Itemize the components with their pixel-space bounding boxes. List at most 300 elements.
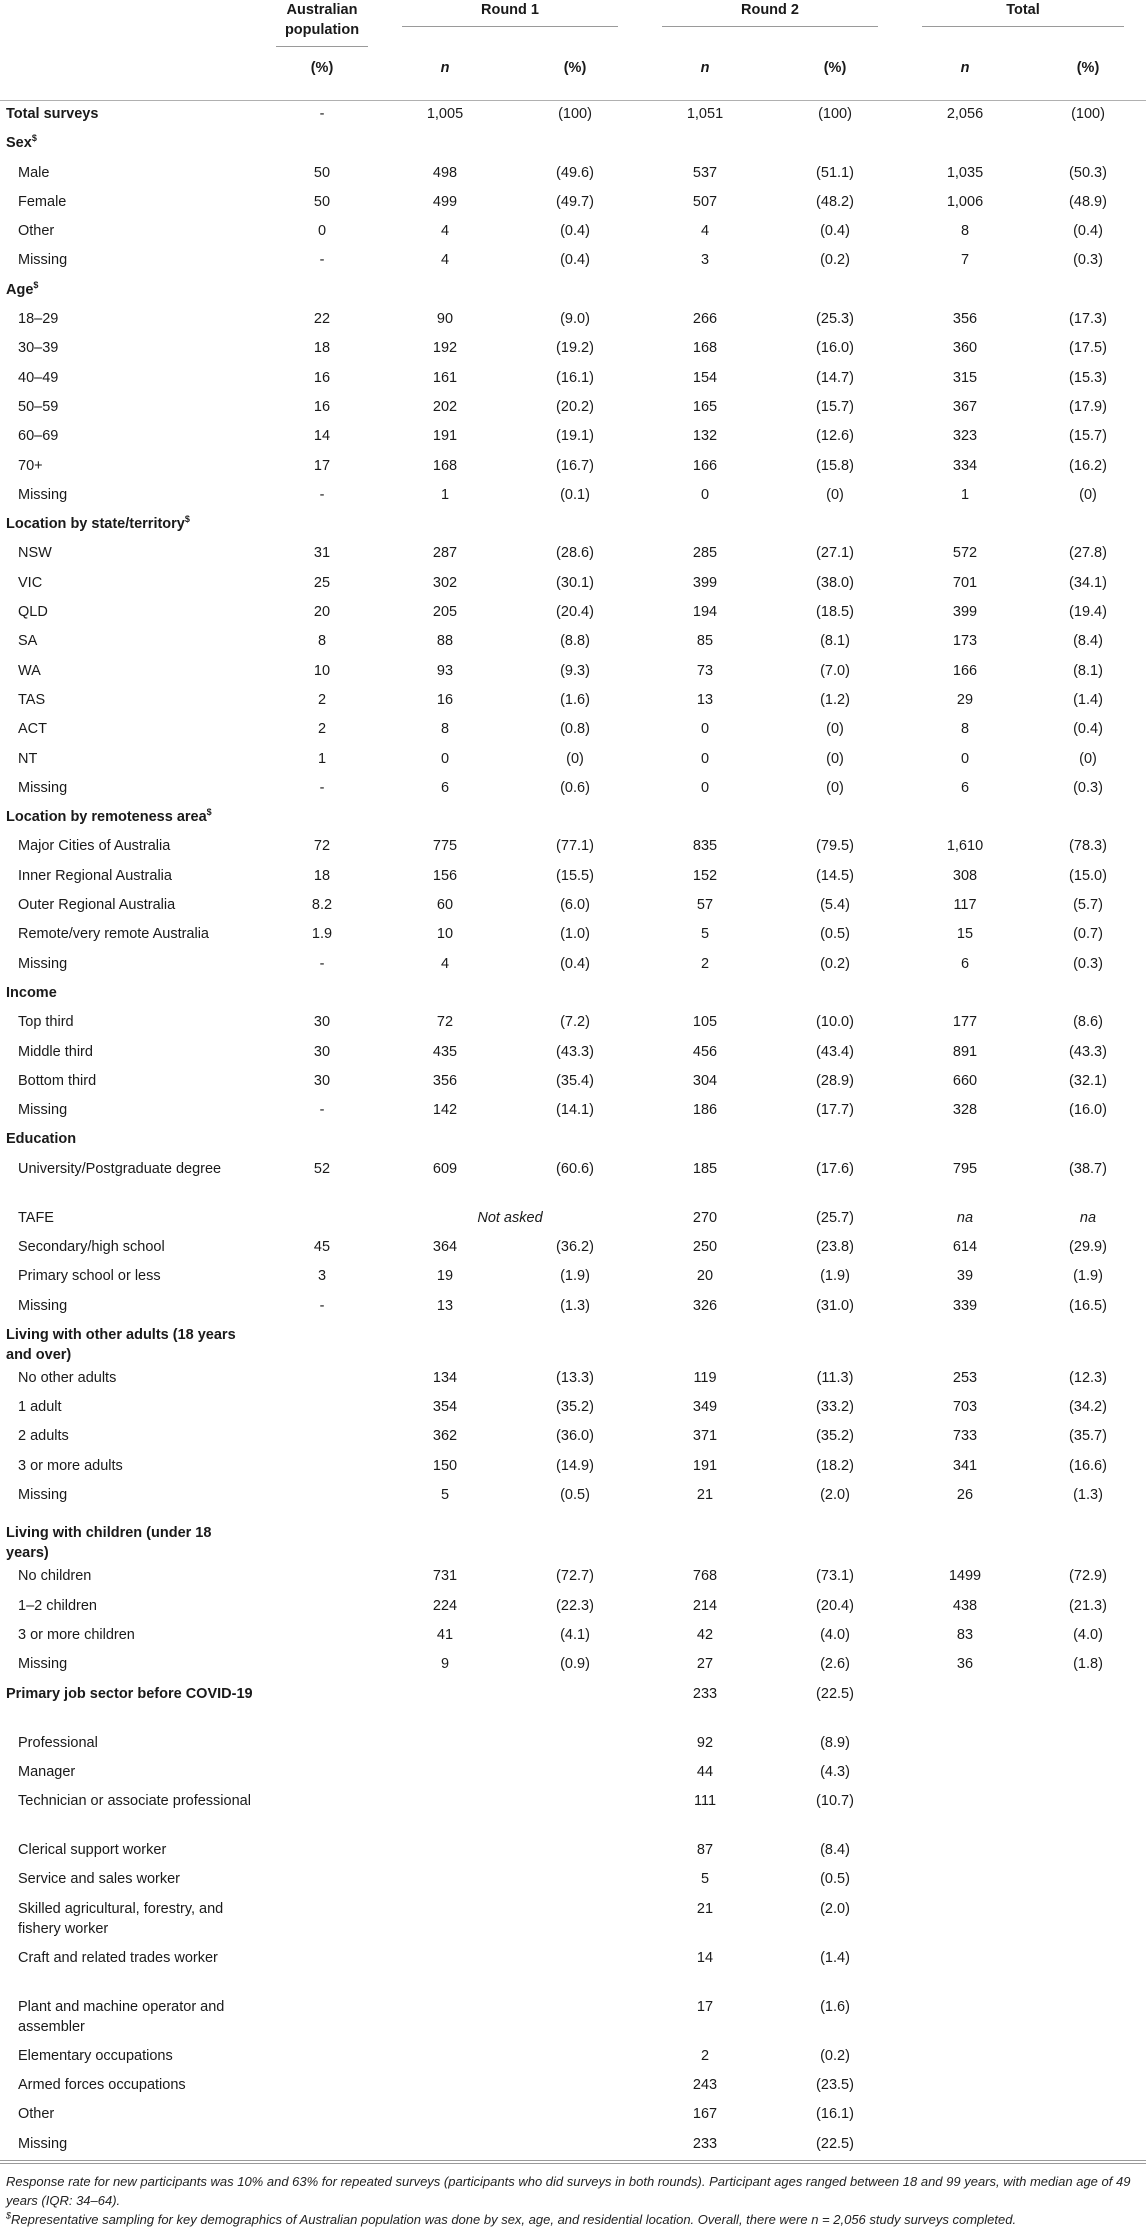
table-row <box>0 1945 1146 1994</box>
row-label <box>0 247 264 276</box>
cell-aus-pct: 0 <box>317 223 327 240</box>
cell-round1-n: 161 <box>432 369 458 386</box>
row-label <box>0 1651 264 1680</box>
cell-total-pct <box>1030 130 1146 159</box>
cell-round2-n: 92 <box>696 1734 714 1751</box>
table-row <box>0 658 1146 687</box>
table-row <box>0 628 1146 657</box>
cell-round2-pct: (0) <box>826 486 844 503</box>
footnote-sampling-text: Representative sampling for key demographics of Australian population was done by sex, age, and residential location. Overall, there were n = 2,056 study surveys completed. <box>11 2212 1017 2227</box>
cell-round2-n <box>640 277 770 306</box>
cell-total-pct: (17.9) <box>1069 398 1107 415</box>
col-round-2 <box>640 0 900 60</box>
cell-aus-pct: 22 <box>313 311 331 328</box>
table-row <box>0 160 1146 189</box>
row-label <box>0 980 264 1009</box>
row-label <box>0 2043 264 2072</box>
cell-round1-pct <box>510 2043 640 2072</box>
row-label-text: ACT <box>18 721 47 738</box>
cell-round1-pct: (8.8) <box>560 633 590 650</box>
cell-total-pct <box>1030 1945 1146 1994</box>
row-label-text: VIC <box>18 574 43 591</box>
row-label-text: Service and sales worker <box>18 1871 180 1888</box>
cell-aus-pct <box>264 1593 380 1622</box>
cell-round2-pct: (1.9) <box>820 1268 850 1285</box>
cell-round1-n: 354 <box>432 1399 458 1416</box>
cell-total-n <box>900 1896 1030 1945</box>
cell-round2-n: 42 <box>696 1626 714 1643</box>
cell-aus-pct: 18 <box>313 340 331 357</box>
section-header-row <box>0 1511 1146 1563</box>
row-label <box>0 1293 264 1322</box>
cell-total-n: 660 <box>952 1072 978 1089</box>
cell-aus-pct: - <box>319 779 325 796</box>
cell-round1-n <box>380 1945 510 1994</box>
cell-total-pct <box>1030 1788 1146 1837</box>
cell-aus-pct <box>264 1453 380 1482</box>
cell-round2-n <box>640 1322 770 1365</box>
cell-aus-pct: - <box>319 1297 325 1314</box>
cell-total-pct: (27.8) <box>1069 545 1107 562</box>
cell-round2-n: 185 <box>692 1160 718 1177</box>
cell-aus-pct <box>264 2131 380 2161</box>
row-label-text: Craft and related trades worker <box>18 1949 218 1966</box>
row-label-text: Missing <box>18 486 68 503</box>
cell-round2-n: 0 <box>700 486 710 503</box>
row-label-text: Primary job sector before COVID-19 <box>6 1685 253 1702</box>
cell-round1-pct <box>510 1994 640 2043</box>
cell-round1-pct: (0) <box>566 750 584 767</box>
cell-total-n <box>900 511 1030 540</box>
table-row <box>0 1394 1146 1423</box>
cell-round1-pct: (60.6) <box>556 1160 594 1177</box>
row-label-text: Bottom third <box>18 1072 97 1089</box>
cell-aus-pct <box>264 1205 380 1234</box>
cell-round1-n: 4 <box>440 252 450 269</box>
row-label-text: NSW <box>18 545 52 562</box>
row-label <box>0 277 264 306</box>
cell-total-n <box>900 1322 1030 1365</box>
cell-round2-n <box>640 130 770 159</box>
table-row <box>0 423 1146 452</box>
cell-round2-n: 132 <box>692 428 718 445</box>
cell-aus-pct: 31 <box>313 545 331 562</box>
row-label <box>0 101 264 131</box>
cell-aus-pct <box>264 1994 380 2043</box>
cell-total-n: 308 <box>952 867 978 884</box>
row-label <box>0 2101 264 2130</box>
cell-round2-pct: (0.2) <box>820 955 850 972</box>
row-label-text: SA <box>18 633 38 650</box>
section-header-row <box>0 1322 1146 1365</box>
cell-round2-n: 168 <box>692 340 718 357</box>
cell-round1-pct: (43.3) <box>556 1043 594 1060</box>
cell-total-n <box>900 1788 1030 1837</box>
row-label-text: Age <box>6 281 34 298</box>
row-label-text: 3 or more children <box>18 1626 135 1643</box>
cell-total-pct <box>1030 2101 1146 2130</box>
cell-total-n: na <box>956 1209 974 1226</box>
row-label-text: WA <box>18 662 41 679</box>
footnote-sampling <box>0 2210 1146 2229</box>
table-row <box>0 394 1146 423</box>
cell-total-n <box>900 130 1030 159</box>
subcol-r1-pct: (%) <box>510 60 640 101</box>
cell-round2-pct: (25.3) <box>816 311 854 328</box>
row-label-text: Missing <box>18 2135 68 2152</box>
cell-aus-pct <box>264 1423 380 1452</box>
row-label <box>0 1730 264 1759</box>
row-label-text: Remote/very remote Australia <box>18 926 209 943</box>
cell-round2-n: 87 <box>696 1842 714 1859</box>
cell-round2-pct <box>770 511 900 540</box>
cell-round1-n: 302 <box>432 574 458 591</box>
cell-round2-n <box>640 1126 770 1155</box>
cell-round1-n <box>380 1759 510 1788</box>
cell-round1-n: 93 <box>436 662 454 679</box>
cell-round1-pct: (15.5) <box>556 867 594 884</box>
col-round-1-label: Round 1 <box>402 0 618 27</box>
cell-round1-pct <box>510 2131 640 2161</box>
cell-total-n: 399 <box>952 604 978 621</box>
cell-aus-pct <box>264 1365 380 1394</box>
table-row <box>0 2101 1146 2130</box>
row-label <box>0 1593 264 1622</box>
cell-total-n: 83 <box>956 1626 974 1643</box>
cell-total-n: 6 <box>960 955 970 972</box>
cell-total-pct: (0.3) <box>1073 252 1103 269</box>
cell-total-n: 2,056 <box>946 106 984 122</box>
cell-round1-pct: (9.0) <box>560 311 590 328</box>
cell-round2-pct: (35.2) <box>816 1428 854 1445</box>
cell-total-n: 8 <box>960 721 970 738</box>
row-label <box>0 511 264 540</box>
cell-round1-n: 205 <box>432 604 458 621</box>
cell-total-pct: (72.9) <box>1069 1568 1107 1585</box>
row-label-text: Plant and machine operator and assembler <box>18 1998 225 2035</box>
cell-total-n <box>900 2101 1030 2130</box>
cell-round2-pct: (0.5) <box>820 926 850 943</box>
cell-total-pct: (29.9) <box>1069 1238 1107 1255</box>
cell-total-n: 701 <box>952 574 978 591</box>
row-label-text: Technician or associate professional <box>18 1793 251 1810</box>
cell-total-n <box>900 1511 1030 1563</box>
cell-aus-pct <box>264 1866 380 1895</box>
cell-total-n: 356 <box>952 311 978 328</box>
cell-round2-pct <box>770 130 900 159</box>
cell-total-n <box>900 1837 1030 1866</box>
cell-aus-pct <box>264 511 380 540</box>
table-row <box>0 1482 1146 1511</box>
row-label-text: 30–39 <box>18 340 59 357</box>
cell-round2-pct: (51.1) <box>816 164 854 181</box>
table-row <box>0 1068 1146 1097</box>
cell-round2-pct <box>770 980 900 1009</box>
cell-round1-pct: (0.1) <box>560 486 590 503</box>
cell-total-pct: (12.3) <box>1069 1369 1107 1386</box>
cell-total-pct: (0.3) <box>1073 955 1103 972</box>
cell-round1-pct: (1.0) <box>560 926 590 943</box>
cell-total-pct: (15.3) <box>1069 369 1107 386</box>
cell-round1-n <box>380 2131 510 2161</box>
cell-round1-pct: (7.2) <box>560 1014 590 1031</box>
cell-round2-n: 154 <box>692 369 718 386</box>
row-label-text: TAS <box>18 691 46 708</box>
cell-round1-n: 16 <box>436 691 454 708</box>
cell-aus-pct <box>264 1622 380 1651</box>
cell-round2-pct: (2.6) <box>820 1656 850 1673</box>
cell-not-asked: Not asked <box>477 1209 543 1226</box>
cell-round2-n: 73 <box>696 662 714 679</box>
row-label-text: Elementary occupations <box>18 2047 173 2064</box>
table-row <box>0 863 1146 892</box>
cell-round1-n: 134 <box>432 1369 458 1386</box>
cell-round1-pct: (72.7) <box>556 1568 594 1585</box>
cell-round2-pct: (8.4) <box>820 1842 850 1859</box>
cell-round1-pct <box>510 2101 640 2130</box>
cell-total-pct <box>1030 1866 1146 1895</box>
header-row-groups <box>0 0 1146 60</box>
row-label-text: Missing <box>18 1102 68 1119</box>
cell-round2-pct: (22.5) <box>816 1685 854 1702</box>
cell-round1-n: 4 <box>440 223 450 240</box>
cell-round2-n: 194 <box>692 604 718 621</box>
cell-round2-n: 4 <box>700 223 710 240</box>
row-label <box>0 687 264 716</box>
cell-total-n <box>900 2043 1030 2072</box>
cell-round2-pct: (4.0) <box>820 1626 850 1643</box>
cell-round1-pct: (0.5) <box>560 1487 590 1504</box>
cell-round2-n: 214 <box>692 1597 718 1614</box>
cell-round2-n: 0 <box>700 750 710 767</box>
row-label <box>0 365 264 394</box>
cell-round1-n <box>380 1896 510 1945</box>
cell-round2-pct: (7.0) <box>820 662 850 679</box>
cell-round2-n: 0 <box>700 779 710 796</box>
cell-round2-n: 21 <box>696 1900 714 1917</box>
table-row <box>0 1009 1146 1038</box>
cell-round1-n: 9 <box>440 1656 450 1673</box>
row-label-text: QLD <box>18 604 48 621</box>
cell-round1-pct: (49.7) <box>556 193 594 210</box>
cell-total-n <box>900 1866 1030 1895</box>
cell-round2-pct <box>770 1511 900 1563</box>
cell-total-n: 341 <box>952 1457 978 1474</box>
footnote-marker: $ <box>33 279 39 290</box>
row-label <box>0 130 264 159</box>
cell-aus-pct: 52 <box>313 1160 331 1177</box>
row-label-text: Outer Regional Australia <box>18 897 176 914</box>
cell-round1-n: 498 <box>432 164 458 181</box>
table-row <box>0 189 1146 218</box>
cell-round1-pct <box>510 1126 640 1155</box>
cell-total-n <box>900 980 1030 1009</box>
row-label <box>0 453 264 482</box>
cell-aus-pct <box>264 1837 380 1866</box>
cell-round2-pct: (0) <box>826 750 844 767</box>
cell-total-n: 26 <box>956 1487 974 1504</box>
cell-round2-pct: (17.7) <box>816 1102 854 1119</box>
cell-total-pct: (15.0) <box>1069 867 1107 884</box>
row-label-text: Major Cities of Australia <box>18 838 171 855</box>
row-label-text: Missing <box>18 779 68 796</box>
cell-total-n: 1,006 <box>946 193 984 210</box>
row-label-text: Sex <box>6 135 32 152</box>
cell-total-n: 614 <box>952 1238 978 1255</box>
cell-round2-n: 166 <box>692 457 718 474</box>
row-label-text: Professional <box>18 1734 98 1751</box>
row-label <box>0 482 264 511</box>
cell-round1-pct: (1.9) <box>560 1268 590 1285</box>
cell-total-pct <box>1030 1126 1146 1155</box>
cell-round1-pct: (4.1) <box>560 1626 590 1643</box>
cell-round1-n: 150 <box>432 1457 458 1474</box>
cell-total-pct: (43.3) <box>1069 1043 1107 1060</box>
row-label <box>0 1994 264 2043</box>
row-label-text: Female <box>18 193 67 210</box>
table-row <box>0 716 1146 745</box>
cell-total-pct: (100) <box>1071 106 1105 122</box>
row-label-text: 40–49 <box>18 369 59 386</box>
table-row <box>0 1994 1146 2043</box>
table-row <box>0 687 1146 716</box>
cell-total-n: 323 <box>952 428 978 445</box>
cell-round1-pct: (20.4) <box>556 604 594 621</box>
cell-aus-pct: 8.2 <box>311 897 333 914</box>
cell-total-pct: (0.7) <box>1073 926 1103 943</box>
cell-aus-pct: 1 <box>317 750 327 767</box>
cell-round1-n: 775 <box>432 838 458 855</box>
cell-round1-pct: (100) <box>558 106 592 122</box>
cell-aus-pct: 3 <box>317 1268 327 1285</box>
table-row <box>0 1097 1146 1126</box>
cell-total-n: 572 <box>952 545 978 562</box>
row-label <box>0 1322 264 1365</box>
footnote-symbol: $ <box>6 2210 12 2221</box>
cell-round1-pct: (36.2) <box>556 1238 594 1255</box>
table-row <box>0 570 1146 599</box>
section-header-row <box>0 130 1146 159</box>
cell-round1-pct: (35.2) <box>556 1399 594 1416</box>
cell-round2-pct: (100) <box>818 106 852 122</box>
row-label <box>0 863 264 892</box>
col-total <box>900 0 1146 60</box>
cell-round2-n: 57 <box>696 897 714 914</box>
cell-total-pct: (38.7) <box>1069 1160 1107 1177</box>
cell-round2-n: 167 <box>692 2106 718 2123</box>
subcol-total-n: n <box>900 60 1030 101</box>
row-label-text: Location by state/territory <box>6 516 185 533</box>
cell-aus-pct <box>264 804 380 833</box>
cell-round2-n: 27 <box>696 1656 714 1673</box>
cell-round1-n: 0 <box>440 750 450 767</box>
cell-total-pct <box>1030 1511 1146 1563</box>
cell-aus-pct <box>264 980 380 1009</box>
footnote-marker: $ <box>184 514 190 525</box>
row-label-text: Manager <box>18 1763 76 1780</box>
row-label <box>0 1068 264 1097</box>
row-label-text: Armed forces occupations <box>18 2077 186 2094</box>
cell-round1-pct: (0.9) <box>560 1656 590 1673</box>
cell-round1-pct <box>510 277 640 306</box>
row-label-text: Missing <box>18 1656 68 1673</box>
row-label <box>0 951 264 980</box>
section-header-row <box>0 804 1146 833</box>
row-label <box>0 1156 264 1205</box>
cell-round2-n: 119 <box>693 1369 717 1386</box>
row-label <box>0 1759 264 1788</box>
row-label <box>0 1511 264 1563</box>
cell-round1-n <box>380 1322 510 1365</box>
cell-round2-pct: (14.5) <box>816 867 854 884</box>
row-label <box>0 1866 264 1895</box>
cell-total-n: 315 <box>952 369 978 386</box>
row-label <box>0 1126 264 1155</box>
cell-round1-pct <box>510 980 640 1009</box>
cell-round2-n <box>640 511 770 540</box>
cell-round1-n: 192 <box>432 340 458 357</box>
cell-total-pct: (35.7) <box>1069 1428 1107 1445</box>
row-label-text: Inner Regional Australia <box>18 867 172 884</box>
cell-total-pct <box>1030 1322 1146 1365</box>
col-round-2-label: Round 2 <box>662 0 878 27</box>
cell-round1-n: 60 <box>436 897 454 914</box>
cell-total-n: 166 <box>952 662 978 679</box>
table-row <box>0 247 1146 276</box>
cell-round2-n: 5 <box>700 926 710 943</box>
cell-aus-pct: 14 <box>313 428 331 445</box>
table-row <box>0 1234 1146 1263</box>
cell-round2-pct: (5.4) <box>820 897 850 914</box>
cell-round2-pct: (43.4) <box>816 1043 854 1060</box>
row-label-text: Male <box>18 164 50 181</box>
cell-total-pct: (32.1) <box>1069 1072 1107 1089</box>
cell-round1-pct: (19.1) <box>556 428 594 445</box>
cell-aus-pct: 2 <box>317 691 327 708</box>
cell-round2-n: 5 <box>700 1871 710 1888</box>
cell-round1-n <box>380 1681 510 1730</box>
cell-total-pct: (19.4) <box>1069 604 1107 621</box>
cell-round2-n <box>640 1511 770 1563</box>
cell-round2-n: 1,051 <box>686 106 724 122</box>
cell-total-pct <box>1030 1896 1146 1945</box>
cell-round2-n: 152 <box>692 867 718 884</box>
table-row <box>0 1423 1146 1452</box>
table-row <box>0 2043 1146 2072</box>
row-label <box>0 833 264 862</box>
cell-round2-pct: (23.8) <box>816 1238 854 1255</box>
cell-total-pct: (34.1) <box>1069 574 1107 591</box>
cell-aus-pct: 45 <box>313 1238 331 1255</box>
row-label-text: Other <box>18 2106 55 2123</box>
cell-round1-n: 168 <box>432 457 458 474</box>
section-header-row <box>0 1681 1146 1730</box>
cell-total-pct: (16.6) <box>1069 1457 1107 1474</box>
cell-total-pct <box>1030 2131 1146 2161</box>
cell-round2-n: 13 <box>696 691 714 708</box>
row-label <box>0 1896 264 1945</box>
cell-total-pct: (1.8) <box>1073 1656 1103 1673</box>
cell-total-pct: (0.4) <box>1073 721 1103 738</box>
cell-total-n: 6 <box>960 779 970 796</box>
cell-round2-n: 44 <box>696 1763 714 1780</box>
cell-round2-pct: (0.5) <box>820 1871 850 1888</box>
row-label-text: 50–59 <box>18 398 59 415</box>
cell-round1-pct: (36.0) <box>556 1428 594 1445</box>
cell-round2-pct: (16.0) <box>816 340 854 357</box>
cell-total-pct: (1.4) <box>1073 691 1103 708</box>
row-label-text: Skilled agricultural, forestry, and fishery worker <box>18 1900 224 1937</box>
